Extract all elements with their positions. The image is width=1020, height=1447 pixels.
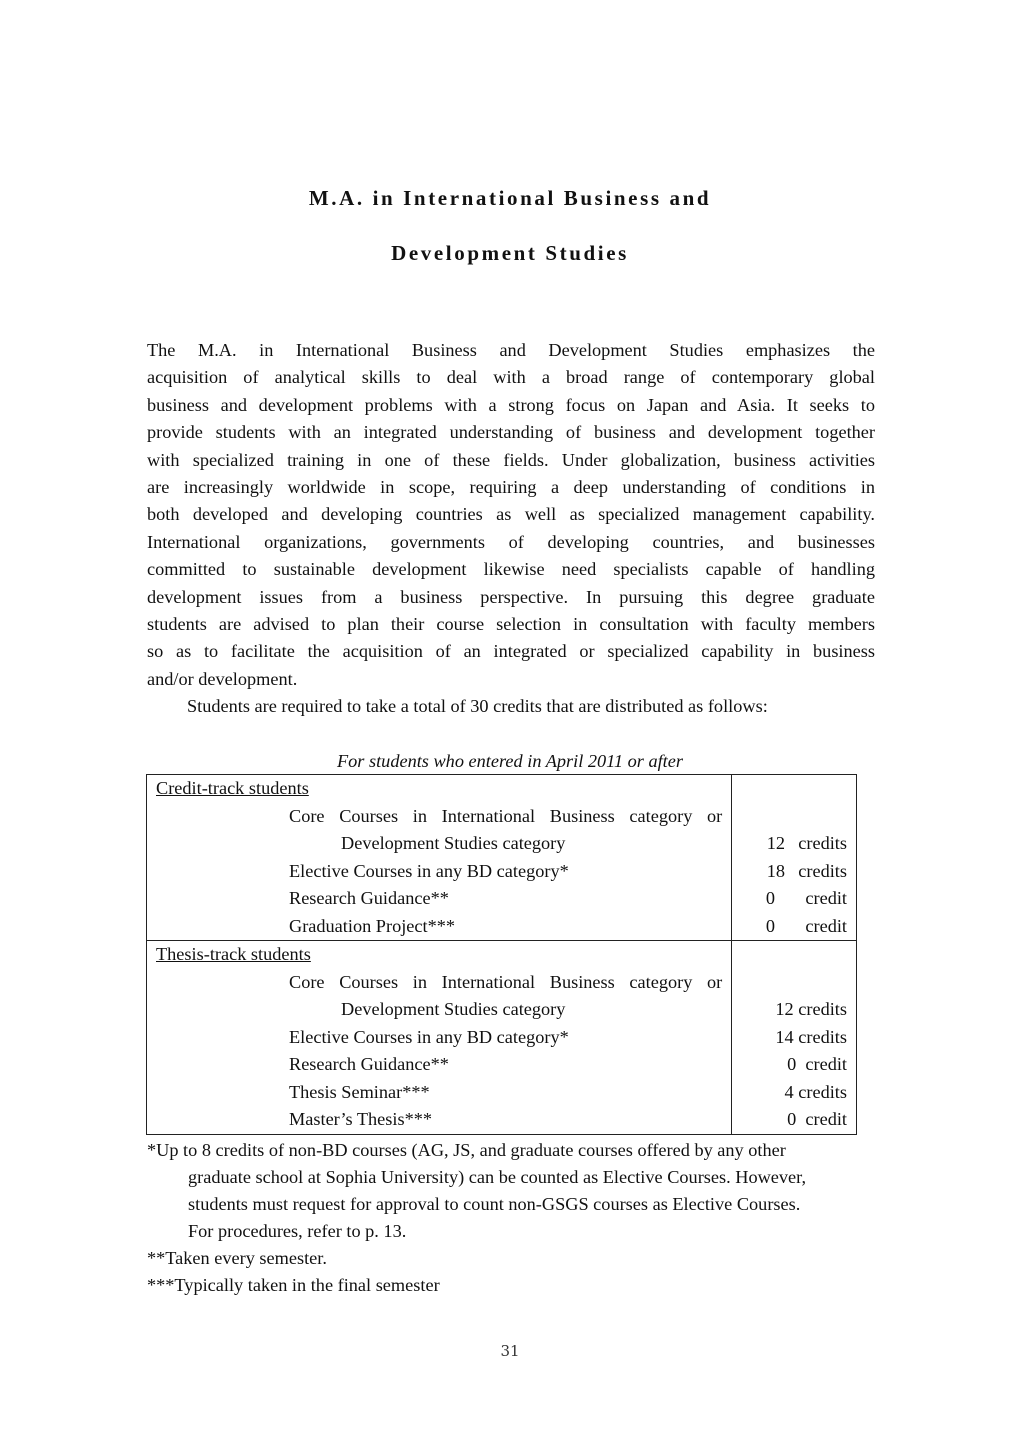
credit-track-heading: Credit-track students: [156, 778, 309, 798]
paragraph-line: provide students with an integrated understanding of business and development together: [147, 422, 875, 443]
course-label: [147, 969, 731, 997]
thesis-track-courses-cell: [147, 941, 732, 1135]
credit-track-section: [147, 775, 857, 941]
course-label: Elective Courses in any BD category*: [289, 860, 569, 881]
page-title-line-1: M.A. in International Business and: [308, 186, 712, 210]
credit-unit: credits: [798, 860, 847, 881]
credit-value: [732, 858, 856, 886]
credit-number: 12: [766, 833, 785, 853]
paragraph-line: so as to facilitate the acquisition of an integrated or specialized capability in business: [147, 641, 875, 662]
credit-unit: credit: [805, 915, 847, 936]
thesis-track-credits-cell: [732, 941, 857, 1135]
footnote-1-line: *Up to 8 credits of non-BD courses (AG, JS, and graduate courses offered by any other: [147, 1140, 786, 1160]
course-label: Elective Courses in any BD category*: [289, 1026, 569, 1047]
page-number: 31: [500, 1342, 520, 1360]
credit-value: 14 credits: [775, 1026, 847, 1047]
credit-value: [732, 913, 856, 941]
paragraph-line: students are advised to plan their course selection in consultation with faculty members: [147, 614, 875, 635]
footnote-1-line: For procedures, refer to p. 13.: [188, 1221, 407, 1241]
course-label-text: Core Courses in International Business category or: [289, 971, 723, 992]
course-label-continued: Development Studies category: [341, 999, 566, 1019]
thesis-track-heading: Thesis-track students: [156, 944, 311, 964]
intro-paragraph: [147, 337, 875, 693]
footnotes: [147, 1137, 887, 1299]
course-label: Thesis Seminar***: [289, 1081, 430, 1102]
credit-unit: credits: [798, 833, 847, 853]
course-label-continued: Development Studies category: [341, 833, 566, 853]
course-label: Research Guidance**: [289, 888, 449, 908]
course-label: Research Guidance**: [289, 1054, 449, 1074]
paragraph-line: and/or development.: [147, 668, 298, 689]
credit-value: 0 credit: [787, 1054, 847, 1074]
paragraph-line: The M.A. in International Business and Development Studies emphasizes the: [147, 340, 875, 360]
blank-row: [732, 803, 856, 831]
course-label: Graduation Project***: [289, 915, 456, 936]
requirement-sentence: Students are required to take a total of 30 credits that are distributed as follows:: [187, 696, 768, 716]
paragraph-line: both developed and developing countries as well as specialized management capability.: [147, 504, 875, 525]
paragraph-line: acquisition of analytical skills to deal with a broad range of contemporary global: [147, 367, 875, 388]
credit-unit: credit: [805, 888, 847, 908]
credit-value: [732, 885, 856, 913]
footnote-3: ***Typically taken in the final semester: [147, 1275, 440, 1295]
footnote-1-line: graduate school at Sophia University) can be counted as Elective Courses. However,: [188, 1167, 807, 1187]
credit-value: 4 credits: [784, 1081, 847, 1102]
course-label: Master’s Thesis***: [289, 1109, 433, 1129]
thesis-track-section: [147, 941, 857, 1135]
credit-number: 0: [765, 888, 775, 908]
course-label: [147, 803, 731, 831]
paragraph-line: business and development problems with a strong focus on Japan and Asia. It seeks to: [147, 394, 875, 415]
credit-number: 18: [766, 860, 785, 881]
credit-number: 0: [765, 915, 775, 936]
blank-row: [732, 941, 856, 969]
credit-value: 0 credit: [787, 1109, 847, 1129]
paragraph-line: development issues from a business perspective. In pursuing this degree graduate: [147, 586, 875, 607]
paragraph-line: with specialized training in one of these fields. Under globalization, business activities: [147, 449, 875, 470]
footnote-2: **Taken every semester.: [147, 1248, 327, 1268]
paragraph-line: committed to sustainable development likewise need specialists capable of handling: [147, 559, 875, 580]
blank-row: [732, 969, 856, 997]
blank-row: [732, 775, 856, 803]
credit-value: 12 credits: [775, 999, 847, 1019]
credit-track-courses-cell: [147, 775, 732, 941]
page-title-line-2: Development Studies: [391, 241, 629, 265]
table-caption: For students who entered in April 2011 or after: [337, 751, 683, 771]
paragraph-line: are increasingly worldwide in scope, requiring a deep understanding of conditions in: [147, 477, 875, 498]
course-label-text: Core Courses in International Business category or: [289, 805, 723, 826]
paragraph-line: International organizations, governments of developing countries, and businesses: [147, 531, 875, 552]
footnote-1-line: students must request for approval to count non-GSGS courses as Elective Courses.: [188, 1194, 801, 1214]
credit-requirements-table: [146, 774, 857, 1135]
credit-value: [732, 830, 856, 858]
credit-track-credits-cell: [732, 775, 857, 941]
